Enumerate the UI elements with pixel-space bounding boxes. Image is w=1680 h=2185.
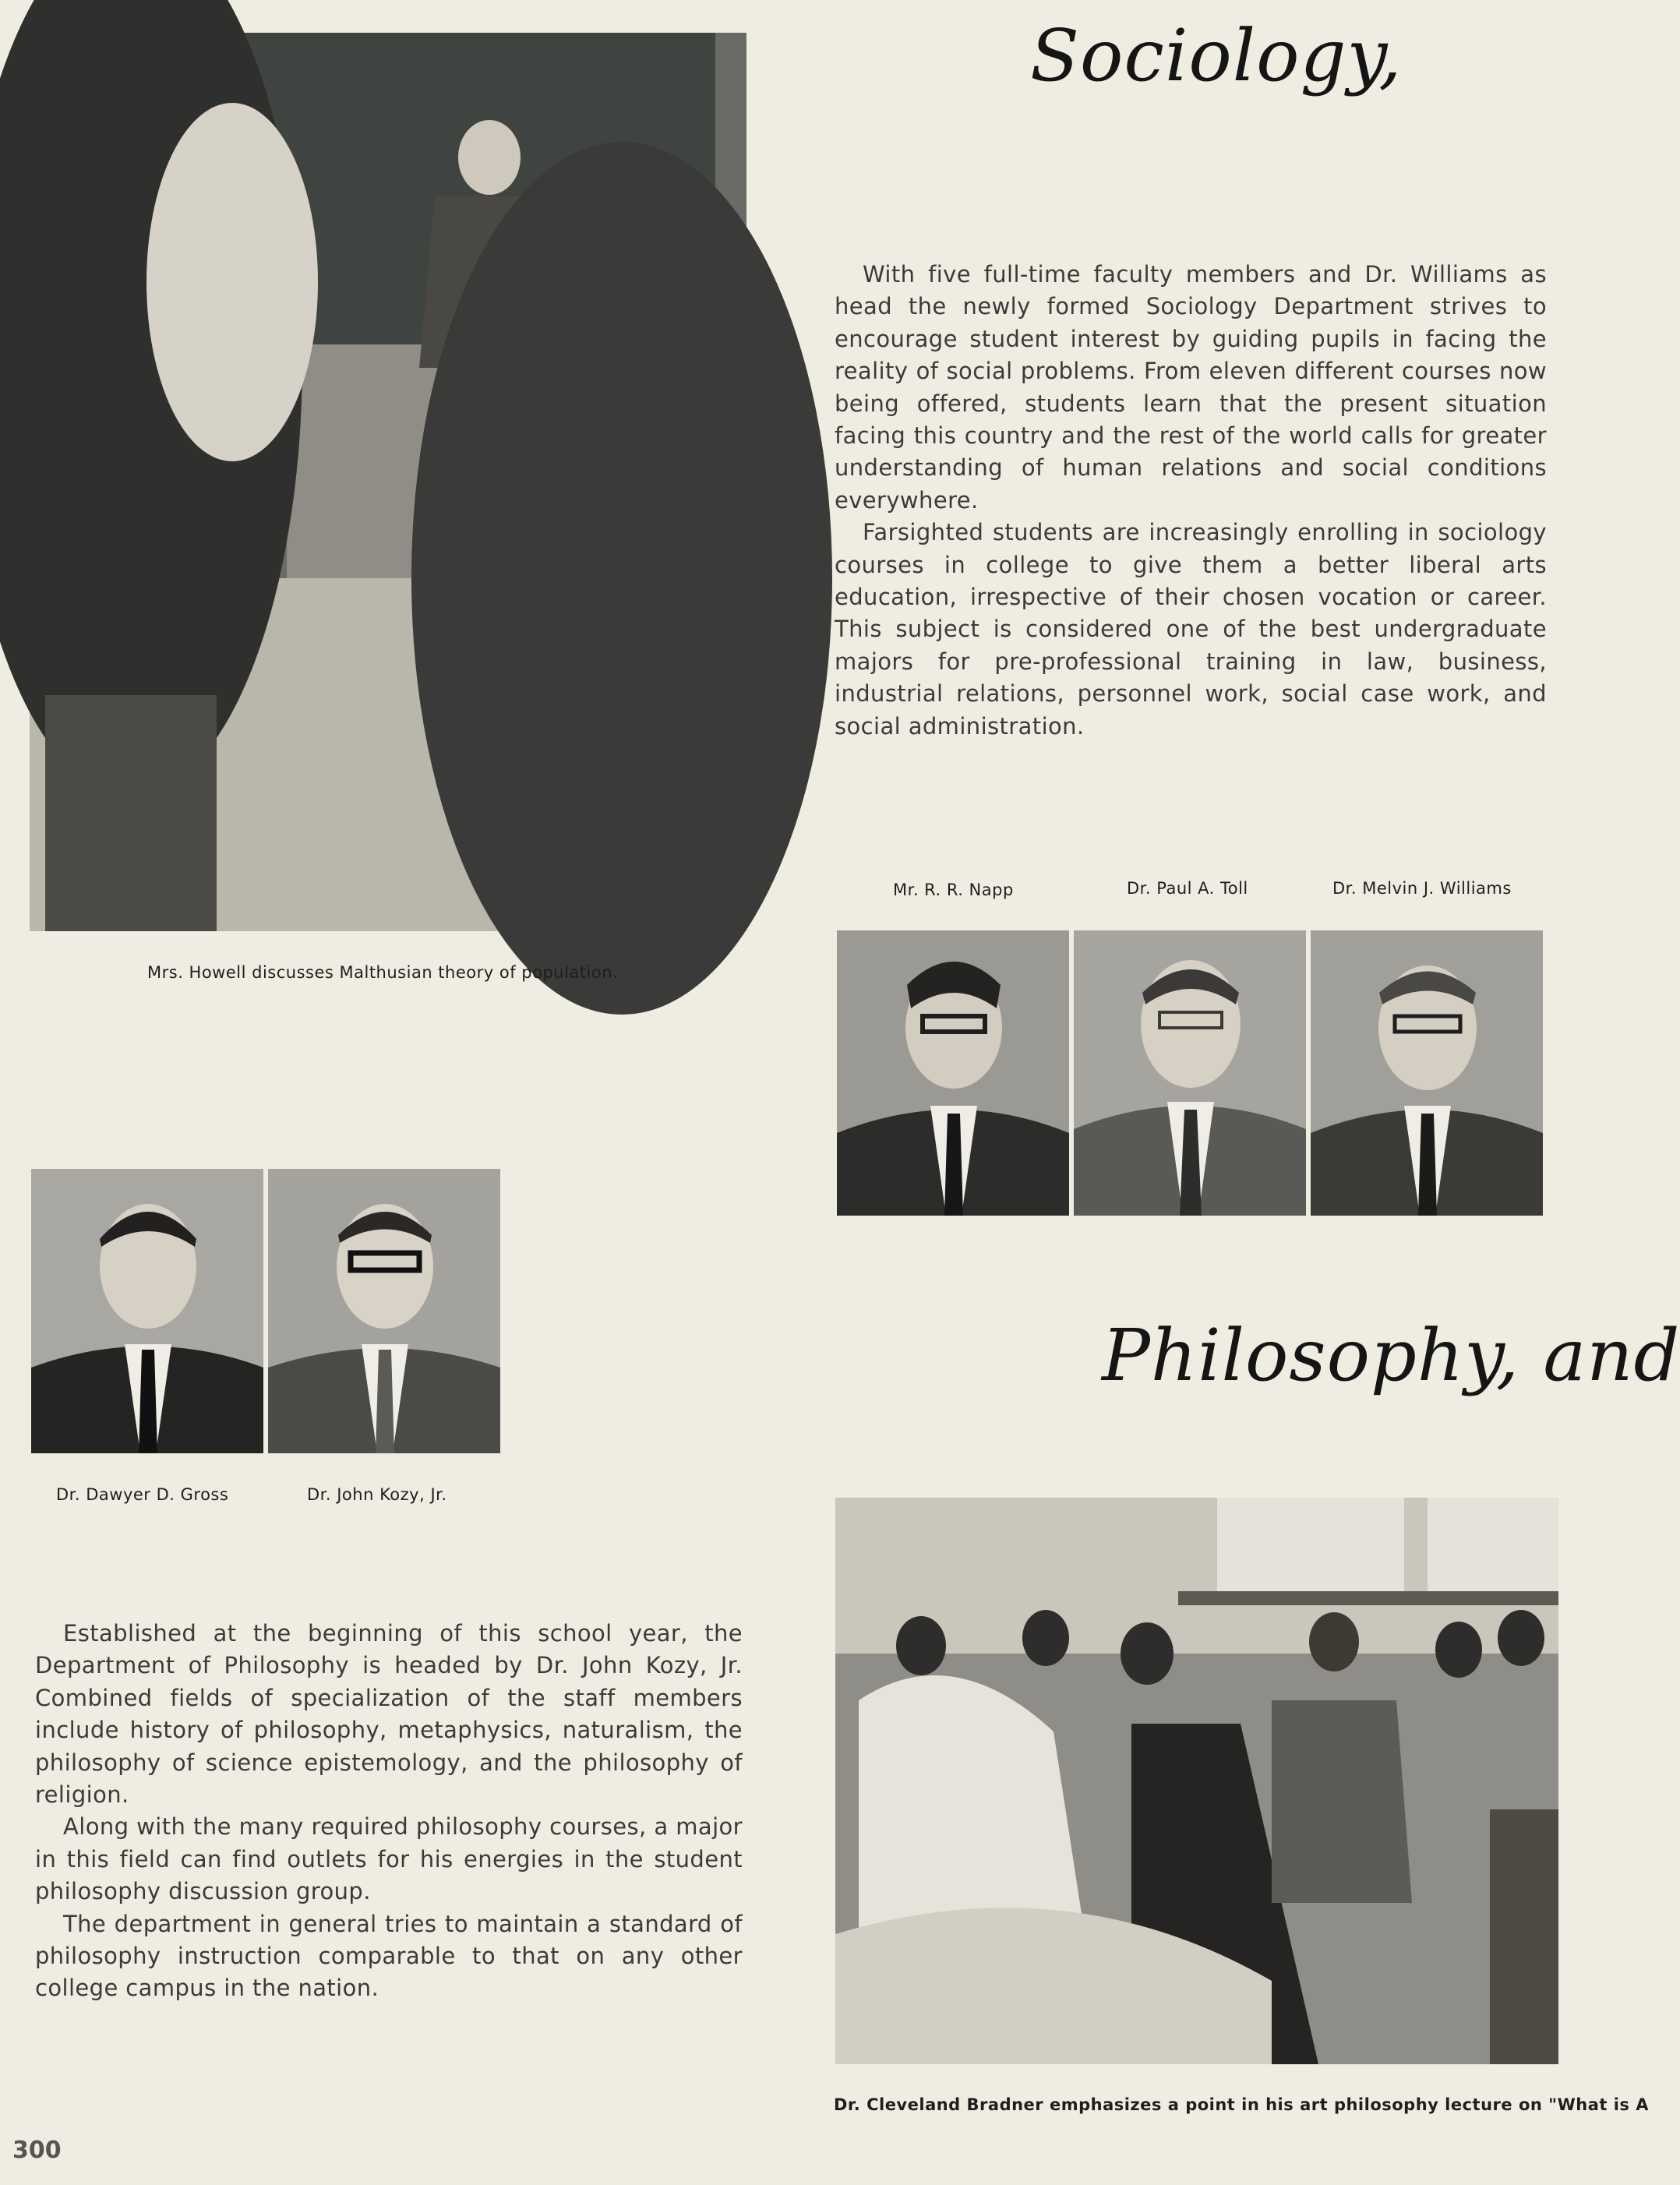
portrait-toll — [1074, 930, 1306, 1216]
page-number: 300 — [12, 2137, 62, 2164]
philosophy-paragraph-3: The department in general tries to maintain a standard of philosophy instruction comparable to that on any other college campus in the nation. — [35, 1910, 743, 2002]
faculty-name-napp: Mr. R. R. Napp — [893, 881, 1014, 899]
sociology-paragraph-2: Farsighted students are increasingly enrolling in sociology courses in college to give them a better liberal arts education, irrespective of their chosen vocation or career. This subject is considered one of the best undergraduate majors for pre-professional training in law, business, industrial relations, personnel work, social case work, and social administration. — [835, 519, 1547, 740]
faculty-name-gross: Dr. Dawyer D. Gross — [56, 1485, 229, 1504]
caption-bradner: Dr. Cleveland Bradner emphasizes a point in his art philosophy lecture on "What is A — [834, 2095, 1649, 2114]
classroom-lecture-photo — [30, 33, 746, 931]
philosophy-text — [35, 1618, 743, 2005]
caption-howell: Mrs. Howell discusses Malthusian theory of population. — [147, 963, 619, 982]
sociology-paragraph-1: With five full-time faculty members and Dr. Williams as head the newly formed Sociology Department strives to encourage student interest by guiding pupils in facing the reality of social problems. From eleven different courses now being offered, students learn that the present situation facing this country and the rest of the world calls for greater understanding of human relations and social conditions everywhere. — [835, 261, 1547, 514]
heading-philosophy: Philosophy, and — [1102, 1314, 1680, 1397]
philosophy-paragraph-1: Established at the beginning of this school year, the Department of Philosophy is headed by Dr. John Kozy, Jr. Combined fields of specialization of the staff members include history of philosophy, metaphysics, naturalism, the philosophy of science epistemology, and the philosophy of religion. — [35, 1620, 743, 1809]
portrait-williams — [1311, 930, 1543, 1216]
faculty-name-kozy: Dr. John Kozy, Jr. — [307, 1485, 447, 1504]
faculty-name-toll: Dr. Paul A. Toll — [1127, 879, 1248, 898]
sociology-text — [835, 259, 1547, 743]
philosophy-paragraph-2: Along with the many required philosophy courses, a major in this field can find outlets for his energies in the student philosophy discussion group. — [35, 1813, 743, 1905]
heading-sociology: Sociology, — [1030, 14, 1403, 97]
portrait-gross — [31, 1169, 263, 1453]
faculty-name-williams: Dr. Melvin J. Williams — [1332, 879, 1512, 898]
philosophy-class-photo — [835, 1498, 1558, 2064]
portrait-kozy — [268, 1169, 500, 1453]
portrait-napp — [837, 930, 1069, 1216]
